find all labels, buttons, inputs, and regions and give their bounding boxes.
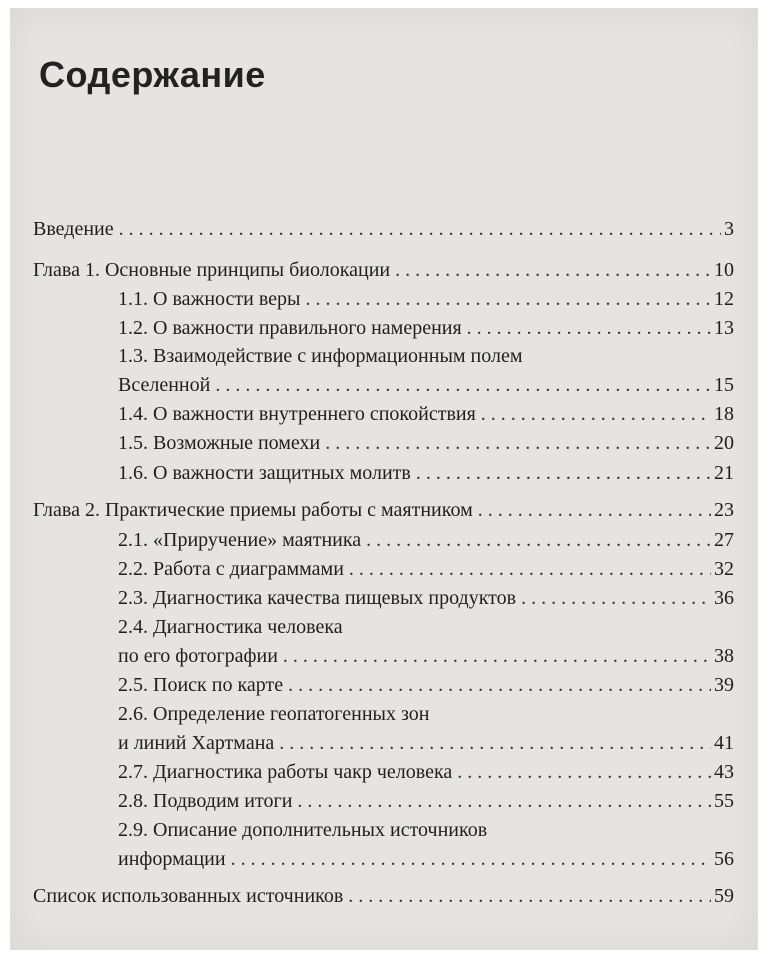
toc-entry-text: 2.3. Диагностика качества пищевых продуктов — [118, 587, 517, 609]
dot-leader — [231, 845, 711, 873]
dot-leader — [366, 526, 711, 554]
toc-entry-2-8 — [118, 787, 734, 815]
toc-entry-text: Вселенной — [118, 374, 211, 396]
dot-leader — [297, 787, 711, 815]
toc-entry-text: 2.5. Поиск по карте — [118, 674, 284, 696]
toc-entry-1-1 — [118, 285, 734, 313]
toc-page-number: 27 — [714, 529, 734, 551]
toc-entry-text: 1.4. О важности внутреннего спокойствия — [118, 403, 476, 425]
toc-page-number: 12 — [714, 288, 734, 310]
toc-entry-1-5 — [118, 429, 734, 457]
toc-entry-2-6 — [118, 729, 734, 757]
toc-page-number: 59 — [714, 885, 734, 907]
toc-entry-text: 2.2. Работа с диаграммами — [118, 558, 344, 580]
toc-entry-2-3 — [118, 584, 734, 612]
toc-entry-text: 2.8. Подводим итоги — [118, 790, 293, 812]
dot-leader — [283, 642, 711, 670]
toc-entry-2-1 — [118, 526, 734, 554]
toc-entry-1-6 — [118, 459, 734, 487]
dot-leader — [349, 555, 711, 583]
toc-page-number: 13 — [714, 317, 734, 339]
dot-leader — [279, 729, 711, 757]
toc-entry-2-9-line1: 2.9. Описание дополнительных источников — [118, 819, 488, 841]
toc-page-number: 43 — [714, 761, 734, 783]
toc-entry-text: информации — [118, 848, 226, 870]
toc-entry-text: Введение — [33, 218, 114, 240]
toc-entry-2-6-line1: 2.6. Определение геопатогенных зон — [118, 703, 430, 725]
toc-page-number: 10 — [714, 259, 734, 281]
toc-entry-references — [33, 882, 734, 910]
toc-page-number: 41 — [714, 732, 734, 754]
toc-page-number: 21 — [714, 462, 734, 484]
toc-entry-1-2 — [118, 314, 734, 342]
dot-leader — [325, 429, 711, 457]
dot-leader — [521, 584, 711, 612]
dot-leader — [305, 285, 711, 313]
dot-leader — [215, 371, 711, 399]
page-title: Содержание — [39, 54, 266, 95]
toc-entry-1-4 — [118, 400, 734, 428]
dot-leader — [416, 459, 711, 487]
toc-entry-chapter-1 — [33, 256, 734, 284]
toc-entry-2-4-line1: 2.4. Диагностика человека — [118, 616, 343, 638]
toc-entry-text: Список использованных источников — [33, 885, 344, 907]
toc-entry-2-5 — [118, 671, 734, 699]
toc-entry-text: 1.5. Возможные помехи — [118, 432, 321, 454]
toc-page-number: 56 — [714, 848, 734, 870]
toc-entry-2-2 — [118, 555, 734, 583]
toc-entry-text: Глава 1. Основные принципы биолокации — [33, 259, 391, 281]
toc-page-number: 39 — [714, 674, 734, 696]
toc-entry-text: 1.1. О важности веры — [118, 288, 301, 310]
toc-entry-text: по его фотографии — [118, 645, 278, 667]
toc-page-number: 15 — [714, 374, 734, 396]
toc-page-number: 36 — [714, 587, 734, 609]
table-of-contents — [10, 8, 758, 950]
toc-entry-text: Глава 2. Практические приемы работы с маятником — [33, 499, 473, 521]
dot-leader — [348, 882, 711, 910]
toc-entry-2-7 — [118, 758, 734, 786]
toc-entry-text: 2.7. Диагностика работы чакр человека — [118, 761, 453, 783]
toc-page-number: 20 — [714, 432, 734, 454]
dot-leader — [119, 215, 721, 243]
dot-leader — [395, 256, 711, 284]
dot-leader — [457, 758, 711, 786]
book-page — [10, 8, 758, 950]
toc-entry-2-9 — [118, 845, 734, 873]
toc-entry-1-3 — [118, 371, 734, 399]
toc-entry-2-4 — [118, 642, 734, 670]
toc-entry-1-3-line1: 1.3. Взаимодействие с информационным полем — [118, 345, 523, 367]
toc-entry-text: и линий Хартмана — [118, 732, 275, 754]
toc-page-number: 38 — [714, 645, 734, 667]
toc-page-number: 23 — [714, 499, 734, 521]
dot-leader — [288, 671, 711, 699]
toc-entry-introduction — [33, 215, 734, 243]
toc-entry-text: 1.6. О важности защитных молитв — [118, 462, 411, 484]
toc-entry-text: 1.2. О важности правильного намерения — [118, 317, 462, 339]
toc-page-number: 18 — [714, 403, 734, 425]
dot-leader — [481, 400, 711, 428]
dot-leader — [478, 496, 711, 524]
toc-entry-chapter-2 — [33, 496, 734, 524]
toc-page-number: 32 — [714, 558, 734, 580]
dot-leader — [467, 314, 711, 342]
toc-page-number: 55 — [714, 790, 734, 812]
toc-page-number: 3 — [724, 218, 734, 240]
toc-entry-text: 2.1. «Приручение» маятника — [118, 529, 362, 551]
